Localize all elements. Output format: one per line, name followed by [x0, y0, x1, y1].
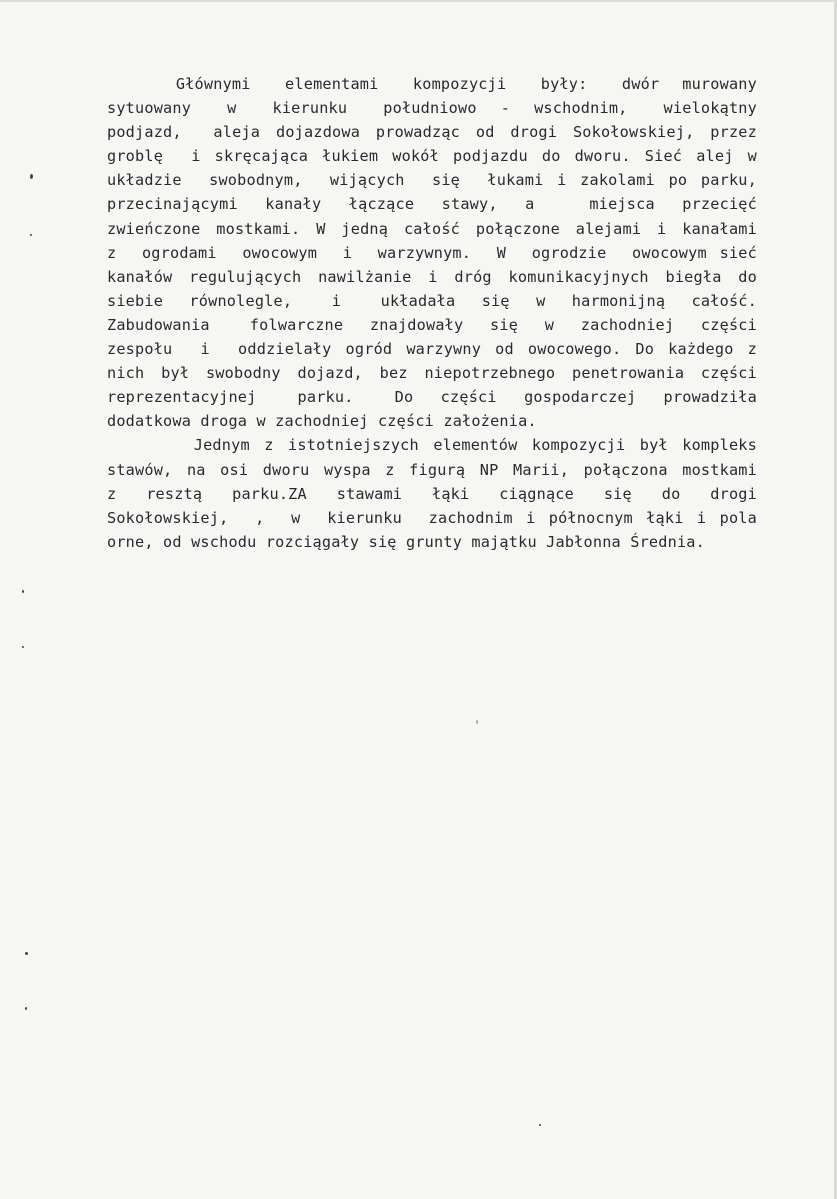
- text-line: siebie równolegle, i układała się w harmonijną całość.: [107, 291, 757, 310]
- text-line: dodatkowa droga w zachodniej części założenia.: [107, 412, 537, 431]
- text-line: Zabudowania folwarczne znajdowały się w zachodniej części: [107, 315, 757, 334]
- text-line: przecinającymi kanały łączące stawy, a miejsca przecięć: [107, 195, 757, 214]
- text-line: kanałów regulujących nawilżanie i dróg komunikacyjnych biegła do: [107, 267, 757, 286]
- text-line: Jednym z istotniejszych elementów kompozycji był kompleks: [107, 436, 757, 455]
- text-line: groblę i skręcająca łukiem wokół podjazdu do dworu. Sieć alej w: [107, 147, 757, 166]
- text-line: Sokołowskiej, , w kierunku zachodnim i północnym łąki i pola: [107, 508, 757, 527]
- text-line: podjazd, aleja dojazdowa prowadząc od drogi Sokołowskiej, przez: [107, 123, 757, 142]
- text-line: układzie swobodnym, wijących się łukami i zakolami po parku,: [107, 171, 757, 190]
- scan-speck: [476, 720, 478, 724]
- scan-speck: [22, 646, 24, 648]
- scan-speck: [30, 174, 33, 179]
- document-body: [107, 72, 757, 554]
- text-line: stawów, na osi dworu wyspa z figurą NP Marii, połączona mostkami: [107, 460, 757, 479]
- text-line: orne, od wschodu rozciągały się grunty majątku Jabłonna Średnia.: [107, 532, 705, 551]
- scan-speck: [539, 1124, 541, 1126]
- scan-speck: [25, 1007, 27, 1010]
- text-line: zespołu i oddzielały ogród warzywny od owocowego. Do każdego z: [107, 340, 757, 359]
- text-line: reprezentacyjnej parku. Do części gospodarczej prowadziła: [107, 388, 757, 407]
- paragraph-1: [107, 72, 757, 433]
- paragraph-2: [107, 433, 757, 553]
- scan-speck: [25, 952, 28, 955]
- scan-speck: [30, 234, 32, 236]
- text-line: z ogrodami owocowym i warzywnym. W ogrodzie owocowym sieć: [107, 243, 757, 262]
- scan-speck: [22, 590, 24, 593]
- text-line: nich był swobodny dojazd, bez niepotrzebnego penetrowania części: [107, 364, 757, 383]
- text-line: Głównymi elementami kompozycji były: dwór murowany: [107, 75, 757, 93]
- text-line: zwieńczone mostkami. W jedną całość połączone alejami i kanałami: [107, 219, 757, 238]
- text-line: z resztą parku.ZA stawami łąki ciągnące się do drogi: [107, 484, 757, 503]
- text-line: sytuowany w kierunku południowo - wschodnim, wielokątny: [107, 99, 757, 118]
